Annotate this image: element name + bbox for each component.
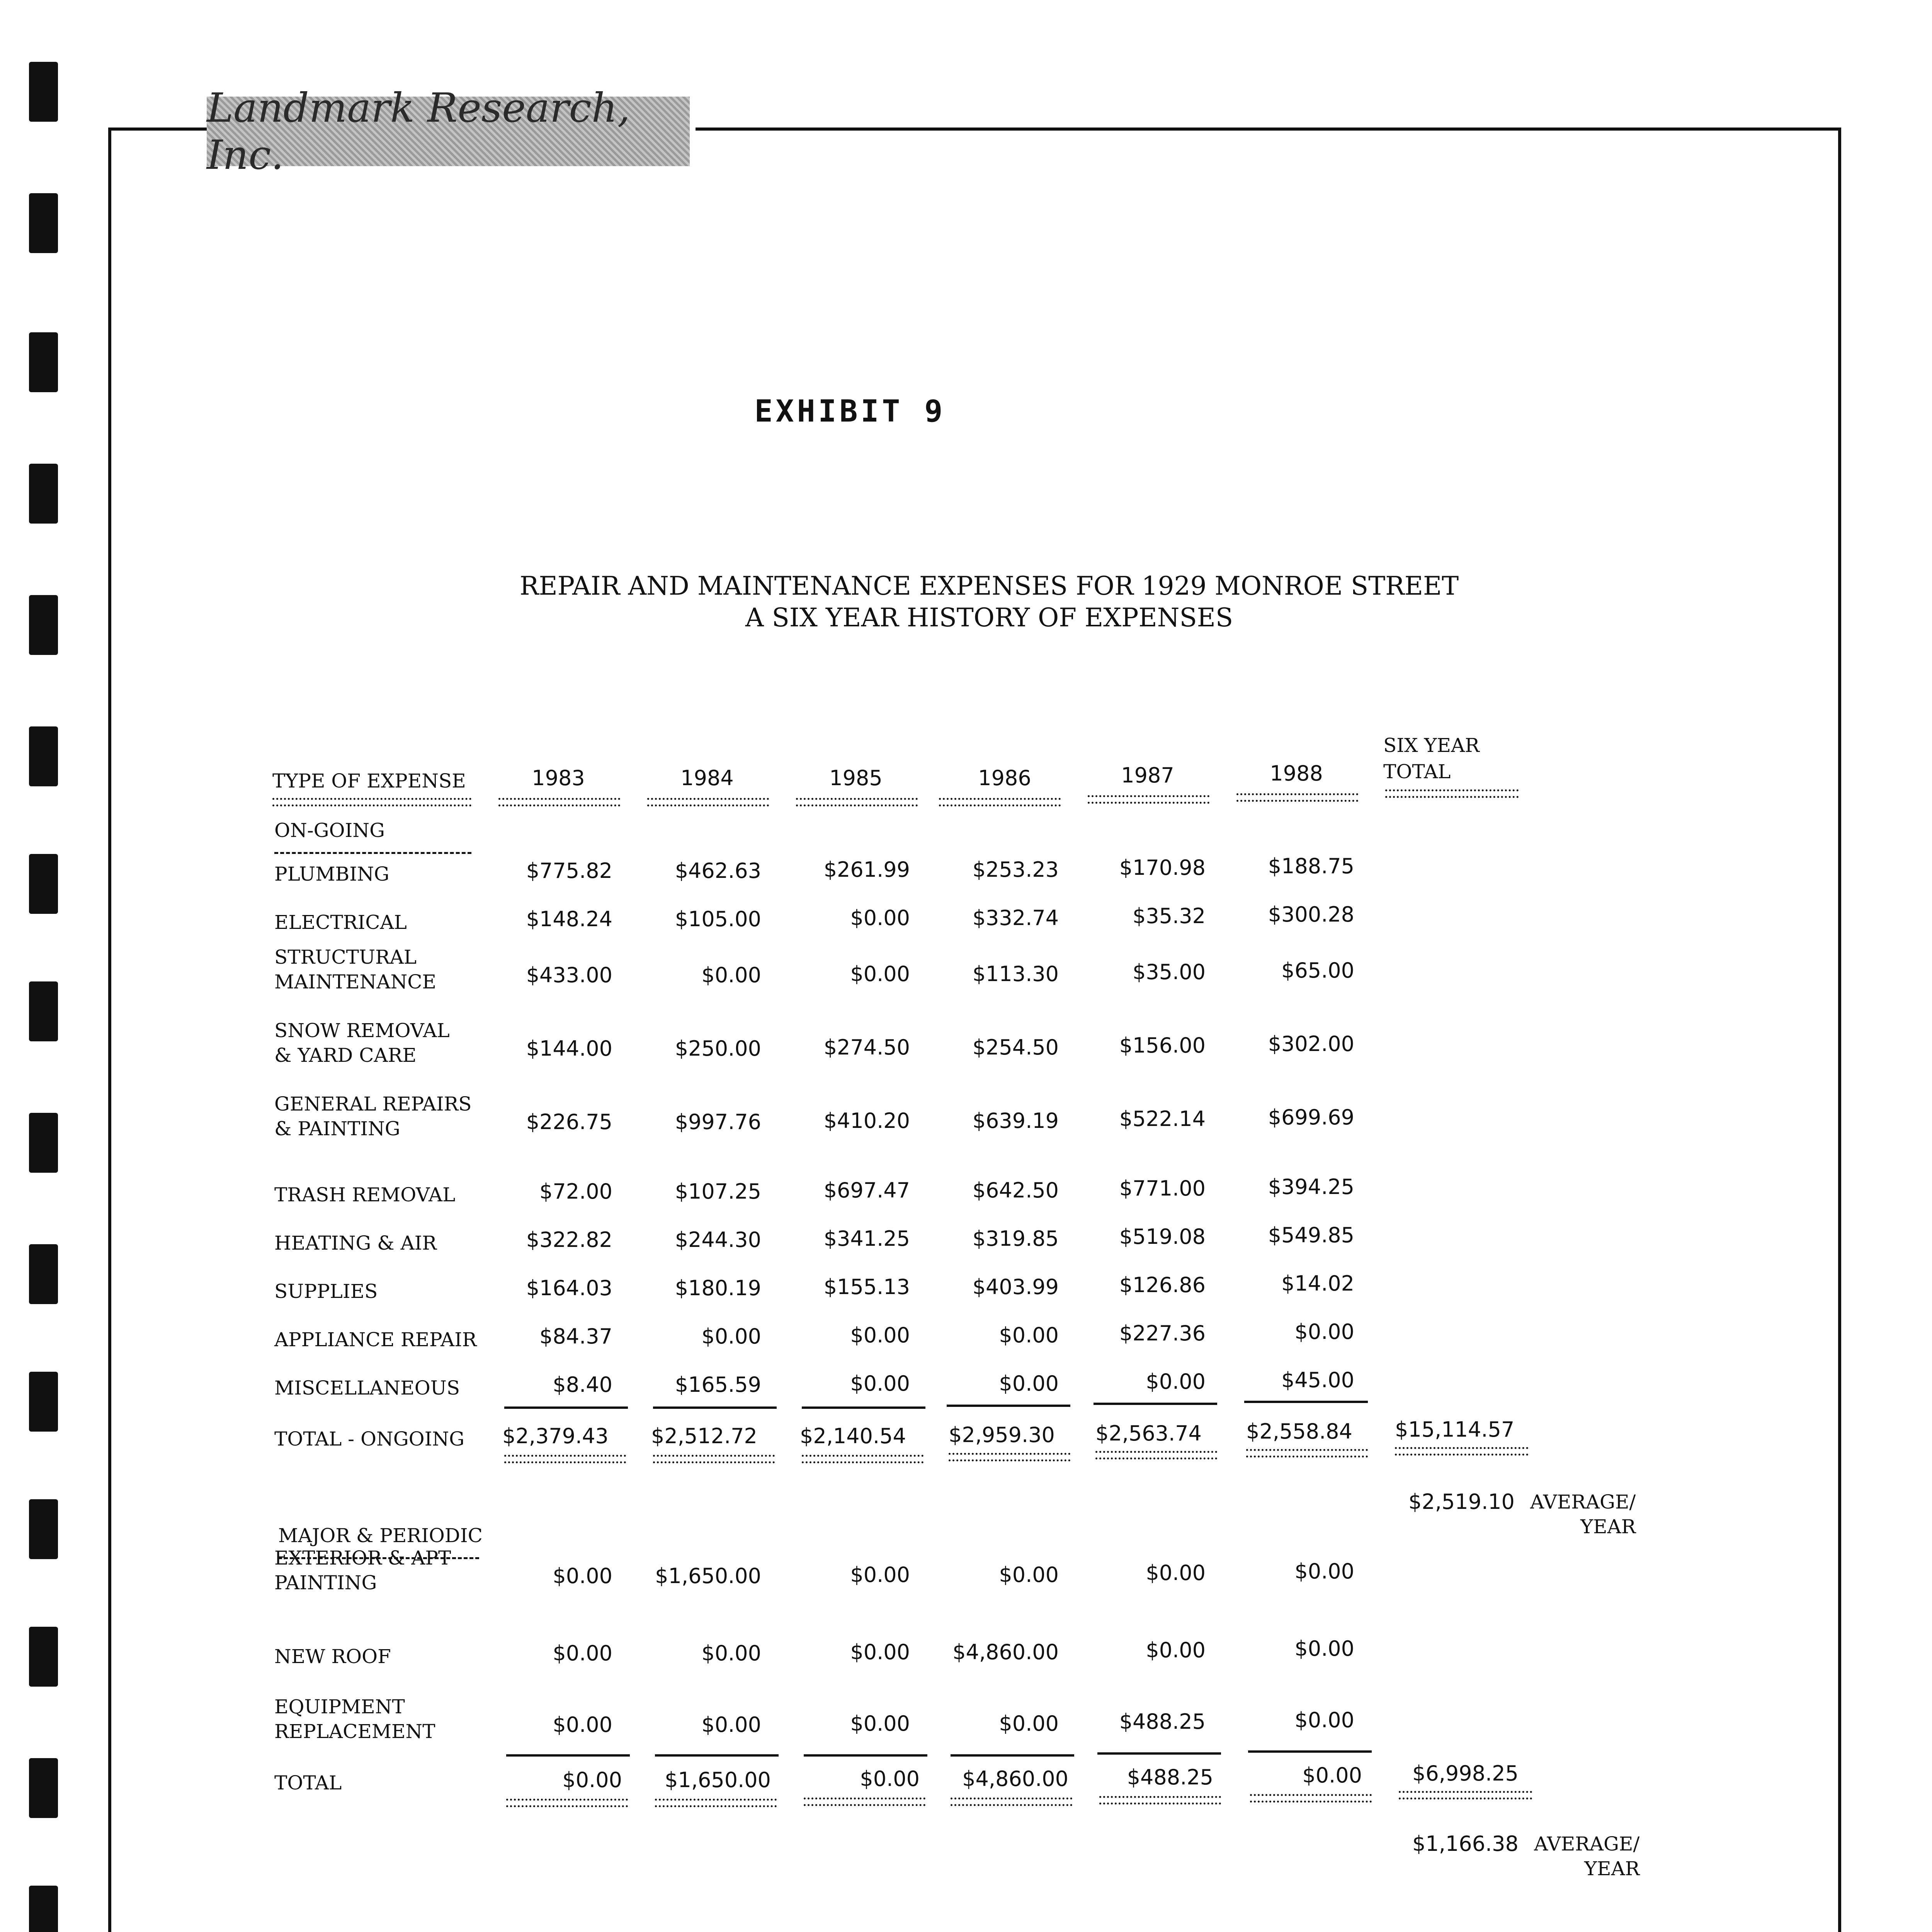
expense-value: $227.36: [1119, 1321, 1206, 1345]
expense-label: PLUMBING: [274, 863, 389, 885]
expense-value: $394.25: [1268, 1175, 1354, 1199]
expense-value: $8.40: [553, 1372, 612, 1397]
total-ongoing-value: $2,512.72: [651, 1424, 757, 1448]
binder-punch-mark: [29, 332, 58, 392]
expense-value: $319.85: [972, 1226, 1059, 1251]
expense-label: ELECTRICAL: [274, 911, 407, 934]
binder-punch-mark: [29, 595, 58, 655]
expense-value: $462.63: [675, 859, 761, 883]
expense-value: $0.00: [850, 1323, 910, 1347]
total-major-value: $0.00: [860, 1767, 920, 1791]
double-underline: [647, 798, 769, 806]
expense-value: $0.00: [1146, 1561, 1206, 1585]
double-underline: [506, 1799, 628, 1807]
column-header-year: 1984: [680, 766, 734, 790]
expense-value: $84.37: [539, 1324, 612, 1349]
expense-value: $775.82: [526, 859, 612, 883]
average-label-line2: YEAR: [1580, 1515, 1636, 1538]
column-header-year: 1987: [1121, 763, 1174, 787]
expense-value: $144.00: [526, 1036, 612, 1061]
average-label: [1534, 1832, 1639, 1881]
company-logo: [207, 84, 690, 179]
binder-punch-mark: [29, 62, 58, 122]
expense-value: $642.50: [972, 1178, 1059, 1202]
average-label-line1: AVERAGE/: [1530, 1491, 1636, 1513]
company-logo-text: Landmark Research, Inc.: [207, 84, 630, 179]
expense-value: $0.00: [850, 1711, 910, 1736]
column-header-year: 1983: [532, 766, 585, 790]
expense-value: $35.32: [1133, 904, 1206, 928]
expense-value: $0.00: [1146, 1638, 1206, 1662]
binder-punch-mark: [29, 854, 58, 914]
average-label: [1530, 1490, 1636, 1539]
expense-value: $250.00: [675, 1036, 761, 1061]
subtotal-rule: [1244, 1401, 1368, 1403]
expense-value: $522.14: [1119, 1107, 1206, 1131]
expense-value: $155.13: [823, 1275, 910, 1299]
expense-value: $549.85: [1268, 1223, 1354, 1247]
expense-value: $254.50: [972, 1035, 1059, 1060]
subtotal-rule: [506, 1754, 630, 1757]
expense-label: HEATING & AIR: [274, 1232, 437, 1254]
expense-value: $72.00: [539, 1179, 612, 1204]
double-underline: [653, 1455, 775, 1463]
expense-value: $0.00: [850, 962, 910, 986]
expense-value: $0.00: [999, 1323, 1059, 1347]
expense-value: $639.19: [972, 1109, 1059, 1133]
expense-value: $0.00: [553, 1713, 612, 1737]
frame-border: [1838, 128, 1841, 1932]
expense-value: $697.47: [823, 1178, 910, 1202]
expense-value: $0.00: [1146, 1369, 1206, 1394]
double-underline: [802, 1455, 923, 1463]
binder-punch-mark: [29, 1113, 58, 1173]
subtotal-rule: [804, 1754, 927, 1757]
expense-value: $180.19: [675, 1276, 761, 1300]
six-year-total-ongoing: $15,114.57: [1395, 1417, 1515, 1442]
total-ongoing-value: $2,563.74: [1095, 1421, 1202, 1446]
expense-value: $302.00: [1268, 1032, 1354, 1056]
double-underline: [1250, 1794, 1372, 1803]
expense-label: APPLIANCE REPAIR: [274, 1328, 477, 1351]
expense-value: $0.00: [701, 1641, 761, 1665]
expense-value: $0.00: [999, 1371, 1059, 1396]
expense-value: $1,650.00: [655, 1564, 761, 1588]
double-underline: [796, 798, 918, 806]
total-major-label: TOTAL: [274, 1772, 342, 1794]
expense-value: $322.82: [526, 1228, 612, 1252]
total-major-value: $1,650.00: [665, 1768, 771, 1792]
column-header-total: TOTAL: [1383, 760, 1451, 783]
column-header-type: TYPE OF EXPENSE: [272, 770, 466, 792]
expense-value: $410.20: [823, 1109, 910, 1133]
subtotal-rule: [1248, 1750, 1372, 1753]
subtotal-rule: [1097, 1752, 1221, 1755]
expense-label: GENERAL REPAIRS & PAINTING: [274, 1093, 472, 1140]
expense-value: $0.00: [553, 1564, 612, 1588]
expense-value: $0.00: [1294, 1559, 1354, 1583]
binder-punch-mark: [29, 464, 58, 524]
double-underline: [1099, 1796, 1221, 1804]
expense-value: $997.76: [675, 1110, 761, 1134]
column-header-year: 1988: [1270, 761, 1323, 786]
expense-value: $165.59: [675, 1372, 761, 1397]
double-underline: [272, 798, 471, 806]
expense-label: NEW ROOF: [274, 1645, 391, 1668]
section-underline: [274, 852, 471, 854]
expense-label: EXTERIOR & APT PAINTING: [274, 1547, 451, 1594]
expense-value: $488.25: [1119, 1709, 1206, 1734]
binder-punch-mark: [29, 1886, 58, 1932]
double-underline: [504, 1455, 626, 1463]
binder-punch-mark: [29, 981, 58, 1041]
double-underline: [951, 1798, 1072, 1806]
column-header-six-year: SIX YEAR: [1383, 734, 1480, 757]
frame-border: [696, 128, 1841, 131]
expense-value: $261.99: [823, 857, 910, 882]
expense-label: MISCELLANEOUS: [274, 1377, 460, 1399]
double-underline: [804, 1798, 925, 1806]
subtotal-rule: [504, 1406, 628, 1409]
binder-punch-mark: [29, 1627, 58, 1687]
expense-value: $253.23: [972, 857, 1059, 882]
expense-value: $4,860.00: [952, 1640, 1059, 1664]
expense-value: $164.03: [526, 1276, 612, 1300]
subtotal-rule: [802, 1406, 925, 1409]
total-ongoing-value: $2,558.84: [1246, 1419, 1352, 1444]
expense-value: $403.99: [972, 1275, 1059, 1299]
expense-value: $332.74: [972, 906, 1059, 930]
double-underline: [1385, 789, 1519, 798]
subtotal-rule: [947, 1405, 1070, 1407]
expense-value: $113.30: [972, 962, 1059, 986]
six-year-total-major: $6,998.25: [1412, 1761, 1519, 1786]
double-underline: [1399, 1791, 1532, 1799]
average-label-line1: AVERAGE/: [1534, 1833, 1640, 1855]
expense-label: TRASH REMOVAL: [274, 1184, 456, 1206]
average-per-year-ongoing: $2,519.10: [1408, 1490, 1515, 1514]
expense-label: SNOW REMOVAL & YARD CARE: [274, 1019, 450, 1066]
expense-value: $188.75: [1268, 854, 1354, 878]
expense-value: $0.00: [701, 1324, 761, 1349]
expense-label: EQUIPMENT REPLACEMENT: [274, 1696, 435, 1743]
expense-value: $274.50: [823, 1035, 910, 1060]
double-underline: [1095, 1451, 1217, 1459]
binder-punch-mark: [29, 1372, 58, 1432]
exhibit-heading: EXHIBIT 9: [754, 394, 946, 429]
expense-value: $300.28: [1268, 902, 1354, 927]
expense-value: $0.00: [701, 963, 761, 987]
expense-value: $0.00: [1294, 1708, 1354, 1732]
column-header-year: 1986: [978, 766, 1031, 790]
expense-value: $126.86: [1119, 1273, 1206, 1297]
expense-value: $0.00: [999, 1711, 1059, 1736]
double-underline: [939, 798, 1061, 806]
subtotal-rule: [951, 1754, 1074, 1757]
expense-value: $0.00: [553, 1641, 612, 1665]
average-label-line2: YEAR: [1584, 1857, 1640, 1880]
expense-value: $0.00: [1294, 1320, 1354, 1344]
expense-value: $341.25: [823, 1226, 910, 1251]
subtotal-rule: [653, 1406, 777, 1409]
document-title: REPAIR AND MAINTENANCE EXPENSES FOR 1929 MONROE STREET: [519, 571, 1459, 601]
binder-punch-mark: [29, 1244, 58, 1304]
average-per-year-major: $1,166.38: [1412, 1832, 1519, 1856]
expense-value: $0.00: [701, 1713, 761, 1737]
expense-value: $45.00: [1281, 1368, 1354, 1392]
total-major-value: $0.00: [562, 1768, 622, 1792]
expense-value: $170.98: [1119, 855, 1206, 880]
expense-value: $433.00: [526, 963, 612, 987]
expense-label: STRUCTURAL MAINTENANCE: [274, 946, 437, 993]
expense-value: $156.00: [1119, 1033, 1206, 1058]
document-subtitle: A SIX YEAR HISTORY OF EXPENSES: [745, 603, 1233, 633]
double-underline: [949, 1453, 1070, 1461]
double-underline: [1088, 795, 1209, 804]
double-underline: [1246, 1449, 1368, 1458]
expense-value: $0.00: [850, 906, 910, 930]
binder-punch-mark: [29, 726, 58, 786]
section-heading-major: MAJOR & PERIODIC: [278, 1524, 483, 1547]
expense-value: $699.69: [1268, 1105, 1354, 1129]
subtotal-rule: [1094, 1403, 1217, 1405]
expense-value: $107.25: [675, 1179, 761, 1204]
expense-value: $0.00: [850, 1371, 910, 1396]
total-ongoing-value: $2,140.54: [800, 1424, 906, 1448]
double-underline: [498, 798, 620, 806]
expense-value: $226.75: [526, 1110, 612, 1134]
section-heading-ongoing: ON-GOING: [274, 819, 385, 842]
expense-value: $519.08: [1119, 1225, 1206, 1249]
expense-label: SUPPLIES: [274, 1280, 378, 1303]
total-major-value: $0.00: [1302, 1763, 1362, 1787]
binder-punch-mark: [29, 1499, 58, 1559]
total-ongoing-value: $2,959.30: [949, 1423, 1055, 1447]
expense-value: $14.02: [1281, 1271, 1354, 1296]
total-major-value: $4,860.00: [962, 1767, 1068, 1791]
binder-punch-mark: [29, 1758, 58, 1818]
column-header-year: 1985: [829, 766, 883, 790]
expense-value: $35.00: [1133, 960, 1206, 984]
total-ongoing-label: TOTAL - ONGOING: [274, 1428, 465, 1450]
double-underline: [1395, 1447, 1528, 1456]
double-underline: [1236, 793, 1358, 802]
total-major-value: $488.25: [1127, 1765, 1213, 1789]
expense-value: $771.00: [1119, 1176, 1206, 1201]
subtotal-rule: [655, 1754, 779, 1757]
expense-value: $0.00: [850, 1563, 910, 1587]
double-underline: [655, 1799, 777, 1807]
frame-border: [108, 128, 209, 131]
expense-value: $0.00: [999, 1563, 1059, 1587]
expense-value: $0.00: [850, 1640, 910, 1664]
binder-punch-mark: [29, 193, 58, 253]
expense-value: $0.00: [1294, 1636, 1354, 1661]
expense-value: $148.24: [526, 907, 612, 931]
expense-value: $65.00: [1281, 958, 1354, 983]
total-ongoing-value: $2,379.43: [502, 1424, 609, 1448]
expense-value: $105.00: [675, 907, 761, 931]
expense-value: $244.30: [675, 1228, 761, 1252]
